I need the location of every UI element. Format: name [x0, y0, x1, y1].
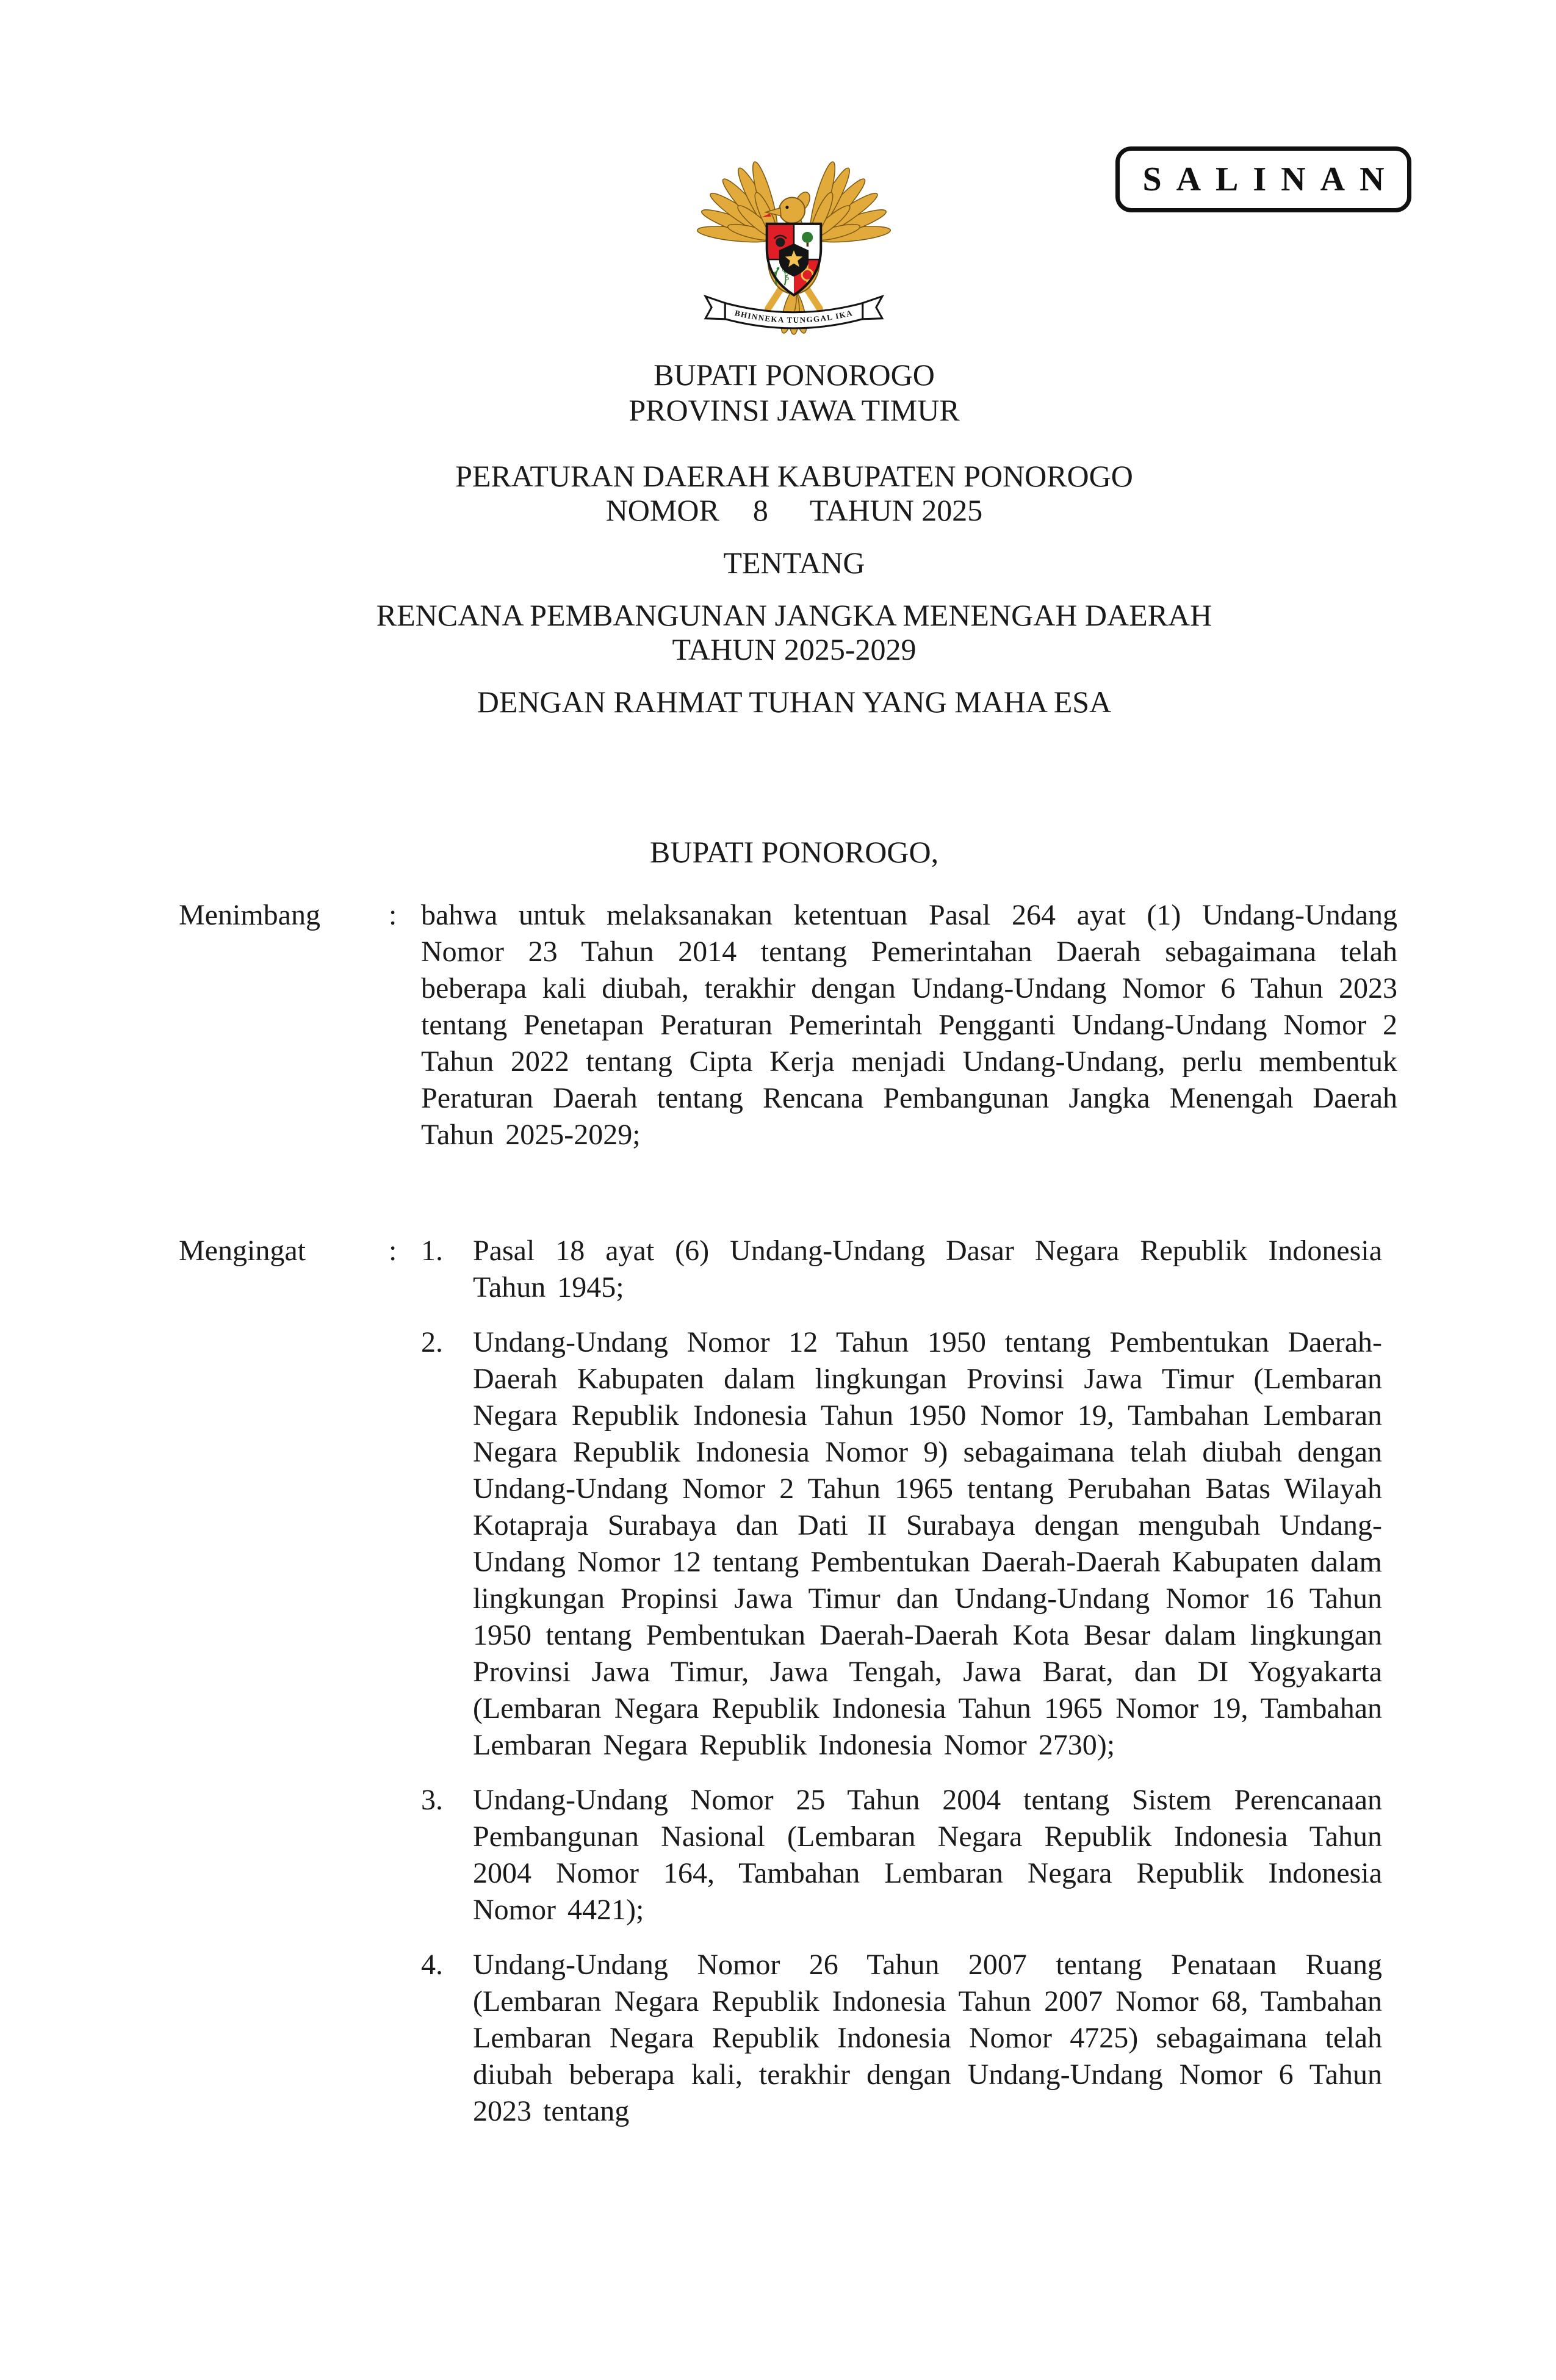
legal-basis-item: [421, 1324, 1410, 1764]
invocation-line: DENGAN RAHMAT TUHAN YANG MAHA ESA: [477, 685, 1112, 719]
legal-basis-item: [421, 1947, 1410, 2130]
mengingat-items: [421, 1233, 1410, 2130]
mengingat-label: Mengingat: [179, 1235, 306, 1267]
menimbang-text: bahwa untuk melaksanakan ketentuan Pasal 264 ayat (1) Undang-Undang Nomor 23 Tahun 2014 tentang Pemerintahan Daerah sebagaimana telah beberapa kali diubah, terakhir dengan Undang-Undang Nomor 6 Tahun 2023 tentang Penetapan Peraturan Pemerintah Pengganti Undang-Undang Nomor 2 Tahun 2022 tentang Cipta Kerja menjadi Undang-Undang, perlu membentuk Peraturan Daerah tentang Rencana Pembangunan Jangka Menengah Daerah Tahun 2025-2029;: [421, 899, 1397, 1151]
letterhead-province: PROVINSI JAWA TIMUR: [629, 393, 960, 427]
menimbang-label: Menimbang: [179, 899, 320, 931]
item-text: Pasal 18 ayat (6) Undang-Undang Dasar Negara Republik Indonesia Tahun 1945;: [473, 1235, 1382, 1304]
letterhead-authority: BUPATI PONOROGO: [654, 358, 935, 392]
regulation-title: PERATURAN DAERAH KABUPATEN PONOROGO: [455, 459, 1133, 493]
nomor-value: 8: [752, 493, 768, 527]
title-block: [179, 459, 1410, 869]
tahun-label: TAHUN 2025: [809, 493, 983, 527]
item-text: Undang-Undang Nomor 12 Tahun 1950 tentang Pembentukan Daerah-Daerah Kabupaten dalam lingkungan Provinsi Jawa Timur (Lembaran Negara Republik Indonesia Tahun 1950 Nomor 19, Tambahan Lembaran Negara Republik Indonesia Nomor 9) sebagaimana telah diubah dengan Undang-Undang Nomor 2 Tahun 1965 tentang Perubahan Batas Wilayah Kotapraja Surabaya dan Dati II Surabaya dengan mengubah Undang-Undang Nomor 12 tentang Pembentukan Daerah-Daerah Kabupaten dalam lingkungan Propinsi Jawa Timur dan Undang-Undang Nomor 16 Tahun 1950 tentang Pembentukan Daerah-Daerah Kota Besar dalam lingkungan Provinsi Jawa Timur, Jawa Tengah, Jawa Barat, dan DI Yogyakarta (Lembaran Negara Republik Indonesia Tahun 1965 Nomor 19, Tambahan Lembaran Negara Republik Indonesia Nomor 2730);: [473, 1326, 1382, 1761]
salinan-stamp: [1115, 146, 1411, 212]
item-number: 3.: [421, 1784, 443, 1816]
menimbang-colon: :: [389, 899, 397, 931]
banner-motto-text: BHINNEKA TUNGGAL IKA: [733, 308, 854, 325]
mengingat-section: [179, 1233, 1410, 2130]
item-text: Undang-Undang Nomor 25 Tahun 2004 tentang Sistem Perencanaan Pembangunan Nasional (Lembaran Negara Republik Indonesia Tahun 2004 Nomor 164, Tambahan Lembaran Negara Republik Indonesia Nomor 4421);: [473, 1784, 1382, 1926]
garuda-pancasila-icon: [696, 151, 892, 336]
pancasila-shield-icon: [767, 224, 821, 297]
item-number: 1.: [421, 1235, 443, 1267]
nomor-label: NOMOR: [605, 493, 719, 527]
subject-title-line2: TAHUN 2025-2029: [672, 632, 917, 666]
subject-title-line1: RENCANA PEMBANGUNAN JANGKA MENENGAH DAERAH: [376, 598, 1212, 632]
item-text: Undang-Undang Nomor 26 Tahun 2007 tentang Penataan Ruang (Lembaran Negara Republik Indonesia Tahun 2007 Nomor 68, Tambahan Lembaran Negara Republik Indonesia Nomor 4725) sebagaimana telah diubah beberapa kali, terakhir dengan Undang-Undang Nomor 6 Tahun 2023 tentang: [473, 1949, 1382, 2127]
menimbang-section: [179, 897, 1410, 1153]
item-number: 2.: [421, 1326, 443, 1358]
legal-basis-item: [421, 1233, 1410, 1306]
issuer-line: BUPATI PONOROGO,: [649, 835, 939, 869]
salinan-label: SALINAN: [1142, 160, 1399, 198]
garuda-pancasila-emblem: [696, 151, 892, 336]
legal-basis-item: [421, 1782, 1410, 1928]
letterhead: [179, 357, 1410, 428]
tentang-heading: TENTANG: [723, 546, 865, 580]
mengingat-colon: :: [389, 1235, 397, 1267]
regulation-number-line: [179, 493, 1410, 527]
item-number: 4.: [421, 1949, 443, 1981]
